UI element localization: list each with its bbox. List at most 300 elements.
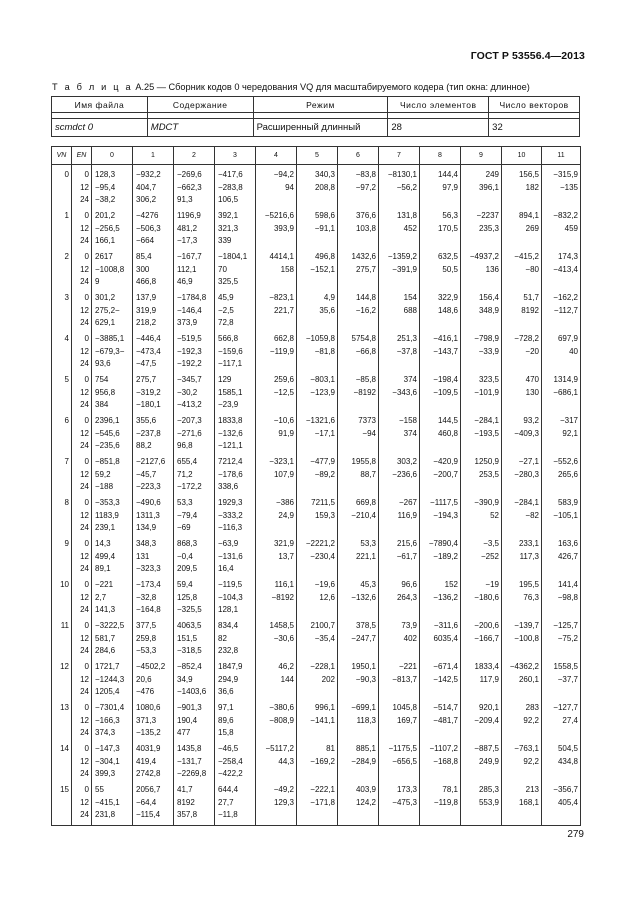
- value-cell: [256, 374, 297, 415]
- value-cell: [215, 579, 256, 620]
- cell-value: −4502,2: [136, 662, 166, 671]
- value-cell: [174, 702, 215, 743]
- value-cell: [461, 538, 502, 579]
- cell-value: −5117,2: [265, 744, 294, 753]
- value-cell: [92, 497, 133, 538]
- cell-value: 92,2: [523, 756, 539, 766]
- cell-value: 284,6: [95, 646, 116, 655]
- value-cell: [92, 251, 133, 292]
- cell-value: −887,5: [474, 744, 499, 753]
- value-cell: [542, 784, 581, 826]
- cell-value: 46,2: [278, 662, 294, 671]
- cell-value: −5216,6: [264, 211, 294, 220]
- cell-value: −7301,4: [95, 703, 125, 712]
- cell-value: 73,9: [401, 621, 417, 630]
- value-cell: [215, 784, 256, 826]
- cell-value: −19,6: [314, 580, 335, 589]
- value-cell: [174, 497, 215, 538]
- value-cell: [215, 210, 256, 251]
- cell-value: 754: [95, 375, 109, 384]
- value-cell: [338, 251, 379, 292]
- cell-value: 885,1: [355, 744, 376, 753]
- cell-value: 71,2: [177, 469, 193, 479]
- value-cell: [338, 538, 379, 579]
- cell-value: 89,1: [95, 564, 111, 573]
- value-cell: [461, 702, 502, 743]
- en-cell: [72, 702, 92, 743]
- value-cell: [379, 497, 420, 538]
- cell-value: 355,6: [136, 416, 157, 425]
- cell-value: 36,6: [218, 687, 234, 696]
- cell-value: −4937,2: [469, 252, 499, 261]
- cell-value: −662,3: [177, 182, 202, 192]
- cell-value: 348,3: [136, 539, 157, 548]
- cell-value: −37,8: [396, 346, 417, 356]
- cell-value: 1833,8: [218, 416, 243, 425]
- cell-value: −481,7: [433, 715, 458, 725]
- en-value: 0: [84, 580, 89, 589]
- en-cell: [72, 456, 92, 497]
- en-value: 12: [80, 633, 89, 643]
- cell-value: −94: [362, 428, 376, 438]
- cell-value: −64,4: [136, 797, 157, 807]
- value-cell: [215, 538, 256, 579]
- cell-value: 44,3: [278, 756, 294, 766]
- value-cell: [256, 169, 297, 210]
- en-value: 24: [80, 769, 89, 778]
- value-cell: [133, 210, 174, 251]
- cell-value: 235,3: [478, 223, 499, 233]
- value-cell: [215, 456, 256, 497]
- cell-value: 136: [485, 264, 499, 274]
- value-cell: [92, 661, 133, 702]
- cell-value: 144: [280, 674, 294, 684]
- en-cell: [72, 620, 92, 661]
- cell-value: 4414,1: [269, 252, 294, 261]
- cell-value: 269: [525, 223, 539, 233]
- value-cell: [502, 784, 542, 826]
- cell-value: −192,2: [177, 359, 202, 368]
- value-cell: [174, 169, 215, 210]
- cell-value: −53,3: [136, 646, 157, 655]
- cell-value: 426,7: [557, 551, 578, 561]
- value-cell: [542, 538, 581, 579]
- en-value: 0: [84, 703, 89, 712]
- cell-value: −223,3: [136, 482, 161, 491]
- cell-value: 470: [525, 375, 539, 384]
- cell-value: 50,5: [442, 264, 458, 274]
- cell-value: 56,3: [442, 211, 458, 220]
- cell-value: 481,2: [177, 223, 198, 233]
- cell-value: 323,5: [478, 375, 499, 384]
- en-value: 24: [80, 564, 89, 573]
- en-cell: [72, 743, 92, 784]
- cell-value: 1847,9: [218, 662, 243, 671]
- header-element-count: Число элементов: [388, 97, 489, 113]
- cell-value: −417,6: [218, 170, 243, 179]
- cell-value: 128,3: [95, 170, 116, 179]
- cell-value: −91,1: [314, 223, 335, 233]
- value-cell: [420, 415, 461, 456]
- value-cell: [92, 620, 133, 661]
- cell-value: 16,4: [218, 564, 234, 573]
- cell-value: −132,6: [351, 592, 376, 602]
- en-value: 0: [84, 416, 89, 425]
- cell-value: 339: [218, 236, 232, 245]
- value-cell: [215, 374, 256, 415]
- vn-cell: 11: [52, 620, 72, 661]
- value-cell: [461, 210, 502, 251]
- value-cell: [133, 333, 174, 374]
- value-cell: [461, 374, 502, 415]
- cell-value: −3885,1: [95, 334, 125, 343]
- value-cell: [420, 374, 461, 415]
- value-cell: [420, 784, 461, 826]
- cell-value: 419,4: [136, 756, 157, 766]
- value-cell: [379, 661, 420, 702]
- en-value: 0: [84, 170, 89, 179]
- en-value: 0: [84, 785, 89, 794]
- cell-value: −180,1: [136, 400, 161, 409]
- value-cell: [338, 579, 379, 620]
- cell-value: −27,1: [518, 457, 539, 466]
- value-cell: [502, 538, 542, 579]
- value-cell: [338, 210, 379, 251]
- en-value: 24: [80, 359, 89, 368]
- cell-value: 1929,3: [218, 498, 243, 507]
- cell-value: −420,9: [433, 457, 458, 466]
- cell-value: 338,6: [218, 482, 239, 491]
- value-cell: [420, 579, 461, 620]
- value-cell: [502, 210, 542, 251]
- value-cell: [502, 620, 542, 661]
- value-cell: [297, 538, 338, 579]
- cell-value: 7211,5: [311, 498, 335, 507]
- table-caption: [52, 82, 530, 92]
- cell-value: −167,7: [177, 252, 202, 261]
- cell-value: −147,3: [95, 744, 120, 753]
- cell-value: −193,5: [474, 428, 499, 438]
- cell-value: 644,4: [218, 785, 239, 794]
- value-cell: [92, 784, 133, 826]
- cell-value: −851,8: [95, 457, 120, 466]
- en-value: 24: [80, 400, 89, 409]
- cell-value: −83,8: [355, 170, 376, 179]
- value-cell: [420, 497, 461, 538]
- value-cell: [502, 456, 542, 497]
- table-row: [52, 743, 581, 784]
- en-value: 0: [84, 662, 89, 671]
- cell-value: 107,9: [273, 469, 294, 479]
- cell-value: 1435,8: [177, 744, 202, 753]
- cell-value: −422,2: [218, 769, 243, 778]
- value-cell: [92, 538, 133, 579]
- cell-value: 34,9: [177, 674, 193, 684]
- cell-value: 218,2: [136, 318, 157, 327]
- cell-value: −230,4: [310, 551, 335, 561]
- cell-value: 1558,5: [553, 662, 578, 671]
- cell-value: −171,8: [310, 797, 335, 807]
- en-value: 24: [80, 236, 89, 245]
- cell-value: 93,2: [523, 416, 539, 425]
- cell-value: 321,3: [218, 223, 239, 233]
- cell-value: 158: [280, 264, 294, 274]
- cell-value: 35,6: [319, 305, 335, 315]
- cell-value: 154: [403, 293, 417, 302]
- cell-value: −152,1: [310, 264, 335, 274]
- value-cell: [133, 661, 174, 702]
- cell-value: −2237: [476, 211, 499, 220]
- value-cell: [461, 661, 502, 702]
- cell-value: −325,5: [177, 605, 202, 614]
- value-cell: [92, 292, 133, 333]
- value-cell: [542, 702, 581, 743]
- cell-value: −2269,8: [177, 769, 207, 778]
- cell-value: 96,8: [177, 441, 193, 450]
- en-value: 24: [80, 810, 89, 819]
- header-vector-count: Число векторов: [489, 97, 580, 113]
- value-cell: [379, 374, 420, 415]
- value-cell: [542, 497, 581, 538]
- cell-value: −413,2: [177, 400, 202, 409]
- value-cell: [297, 210, 338, 251]
- cell-value: −932,2: [136, 170, 161, 179]
- value-cell: [461, 292, 502, 333]
- cell-value: 405,4: [557, 797, 578, 807]
- value-cell: [133, 702, 174, 743]
- column-header: EN: [72, 147, 92, 165]
- column-header: 10: [502, 147, 542, 165]
- value-cell: [92, 456, 133, 497]
- cell-value: −94,2: [273, 170, 294, 179]
- value-cell: [256, 579, 297, 620]
- column-header: 9: [461, 147, 502, 165]
- cell-value: −139,7: [514, 621, 539, 630]
- cell-value: −221: [95, 580, 114, 589]
- cell-value: 92,2: [523, 715, 539, 725]
- value-cell: [92, 743, 133, 784]
- cell-value: 920,1: [478, 703, 499, 712]
- value-cell: [297, 743, 338, 784]
- cell-value: 553,9: [478, 797, 499, 807]
- cell-value: −16,2: [355, 305, 376, 315]
- cell-value: −813,7: [392, 674, 417, 684]
- cell-value: −475,3: [392, 797, 417, 807]
- cell-value: −311,6: [433, 621, 458, 630]
- cell-value: 496,8: [314, 252, 335, 261]
- cell-value: 173,3: [396, 785, 417, 794]
- cell-value: 144,5: [437, 416, 458, 425]
- cell-value: 392,1: [218, 211, 239, 220]
- cell-value: 300: [136, 264, 150, 274]
- cell-value: −280,3: [514, 469, 539, 479]
- cell-value: 996,1: [314, 703, 335, 712]
- cell-value: 1950,1: [351, 662, 376, 671]
- cell-value: −319,2: [136, 387, 161, 397]
- cell-value: −207,3: [177, 416, 202, 425]
- cell-value: 201,2: [95, 211, 116, 220]
- cell-value: 221,7: [273, 305, 294, 315]
- value-cell: [338, 497, 379, 538]
- cell-value: 303,2: [396, 457, 417, 466]
- value-cell: [502, 292, 542, 333]
- value-cell: [542, 743, 581, 784]
- value-cell: [174, 415, 215, 456]
- vn-cell: 10: [52, 579, 72, 620]
- value-cell: [174, 456, 215, 497]
- value-cell: [420, 538, 461, 579]
- cell-value: −97,2: [355, 182, 376, 192]
- en-value: 24: [80, 277, 89, 286]
- cell-value: −506,3: [136, 223, 161, 233]
- cell-value: −125,7: [553, 621, 578, 630]
- cell-value: −23,9: [218, 400, 239, 409]
- value-cell: [297, 661, 338, 702]
- cell-value: −166,7: [474, 633, 499, 643]
- cell-value: −45,7: [136, 469, 157, 479]
- cell-value: 190,4: [177, 715, 198, 725]
- cell-value: 85,4: [136, 252, 152, 261]
- cell-value: −131,6: [218, 551, 243, 561]
- vector-count-value: 32: [489, 119, 580, 137]
- cell-value: −284,9: [351, 756, 376, 766]
- value-cell: [338, 702, 379, 743]
- cell-value: 504,5: [557, 744, 578, 753]
- cell-value: −823,1: [269, 293, 294, 302]
- value-cell: [542, 661, 581, 702]
- value-cell: [297, 169, 338, 210]
- cell-value: −101,9: [474, 387, 499, 397]
- table-row: [52, 251, 581, 292]
- cell-value: 89,6: [218, 715, 234, 725]
- cell-value: −228,1: [310, 662, 335, 671]
- cell-value: −164,8: [136, 605, 161, 614]
- cell-value: −30,2: [177, 387, 198, 397]
- cell-value: 221,1: [355, 551, 376, 561]
- en-value: 24: [80, 605, 89, 614]
- cell-value: 322,9: [437, 293, 458, 302]
- cell-value: −159,6: [218, 346, 243, 356]
- cell-value: 53,3: [360, 539, 376, 548]
- cell-value: −143,7: [433, 346, 458, 356]
- cell-value: 259,8: [136, 633, 157, 643]
- table-row: [52, 374, 581, 415]
- cell-value: −236,6: [392, 469, 417, 479]
- cell-value: −168,8: [433, 756, 458, 766]
- value-cell: [174, 620, 215, 661]
- cell-value: −1059,8: [305, 334, 335, 343]
- en-value: 24: [80, 523, 89, 532]
- cell-value: −30,6: [273, 633, 294, 643]
- en-cell: [72, 333, 92, 374]
- value-cell: [133, 292, 174, 333]
- cell-value: 460,8: [437, 428, 458, 438]
- cell-value: 1955,8: [351, 457, 376, 466]
- cell-value: 566,8: [218, 334, 239, 343]
- cell-value: 168,1: [518, 797, 539, 807]
- column-header: 8: [420, 147, 461, 165]
- value-cell: [297, 415, 338, 456]
- cell-value: −490,6: [136, 498, 161, 507]
- cell-value: −803,1: [310, 375, 335, 384]
- value-cell: [461, 333, 502, 374]
- value-cell: [542, 251, 581, 292]
- en-value: 0: [84, 252, 89, 261]
- value-cell: [133, 374, 174, 415]
- value-cell: [256, 333, 297, 374]
- cell-value: −169,2: [310, 756, 335, 766]
- cell-value: 581,7: [95, 633, 116, 643]
- caption-text: А.25 — Сборник кодов 0 чередования VQ для масштабируемого кодера (тип окна: длинное): [135, 82, 530, 92]
- value-cell: [461, 169, 502, 210]
- table-row: [52, 210, 581, 251]
- cell-value: 27,4: [562, 715, 578, 725]
- file-info-table: [51, 96, 580, 137]
- cell-value: 4031,9: [136, 744, 161, 753]
- cell-value: 632,5: [437, 252, 458, 261]
- cell-value: 152: [444, 580, 458, 589]
- cell-value: 233,1: [518, 539, 539, 548]
- cell-value: 8192: [177, 797, 195, 807]
- en-cell: [72, 538, 92, 579]
- table-row: [52, 169, 581, 210]
- value-cell: [379, 251, 420, 292]
- cell-value: 348,9: [478, 305, 499, 315]
- cell-value: −116,3: [218, 523, 243, 532]
- cell-value: −284,1: [474, 416, 499, 425]
- cell-value: −901,3: [177, 703, 202, 712]
- cell-value: −38,2: [95, 195, 116, 204]
- cell-value: 156,5: [518, 170, 539, 179]
- cell-value: 8192: [521, 305, 539, 315]
- cell-value: 275,7: [355, 264, 376, 274]
- table-row: [52, 538, 581, 579]
- cell-value: −323,1: [269, 457, 294, 466]
- value-cell: [133, 784, 174, 826]
- cell-value: −2,5: [218, 305, 234, 315]
- cell-value: 6035,4: [433, 633, 458, 643]
- en-value: 12: [80, 715, 89, 725]
- cell-value: 260,1: [518, 674, 539, 684]
- en-cell: [72, 292, 92, 333]
- cell-value: 213: [525, 785, 539, 794]
- cell-value: −32,8: [136, 592, 157, 602]
- cell-value: −11,8: [218, 810, 238, 819]
- cell-value: −200,6: [474, 621, 499, 630]
- value-cell: [379, 702, 420, 743]
- cell-value: 88,2: [136, 441, 152, 450]
- value-cell: [297, 456, 338, 497]
- cell-value: 137,9: [136, 293, 157, 302]
- cell-value: 834,4: [218, 621, 239, 630]
- cell-value: −3222,5: [95, 621, 125, 630]
- cell-value: 116,9: [397, 510, 417, 520]
- cell-value: 182: [525, 182, 539, 192]
- column-header: 2: [174, 147, 215, 165]
- cell-value: 174,3: [557, 252, 578, 261]
- cell-value: 249,9: [478, 756, 499, 766]
- cell-value: −353,3: [95, 498, 120, 507]
- cell-value: −284,1: [514, 498, 539, 507]
- cell-value: −763,1: [514, 744, 539, 753]
- cell-value: 402: [403, 633, 417, 643]
- value-cell: [92, 415, 133, 456]
- cell-value: −519,5: [177, 334, 202, 343]
- cell-value: 2,7: [95, 592, 107, 602]
- cell-value: −131,7: [177, 756, 202, 766]
- cell-value: 357,8: [177, 810, 198, 819]
- vn-cell: 4: [52, 333, 72, 374]
